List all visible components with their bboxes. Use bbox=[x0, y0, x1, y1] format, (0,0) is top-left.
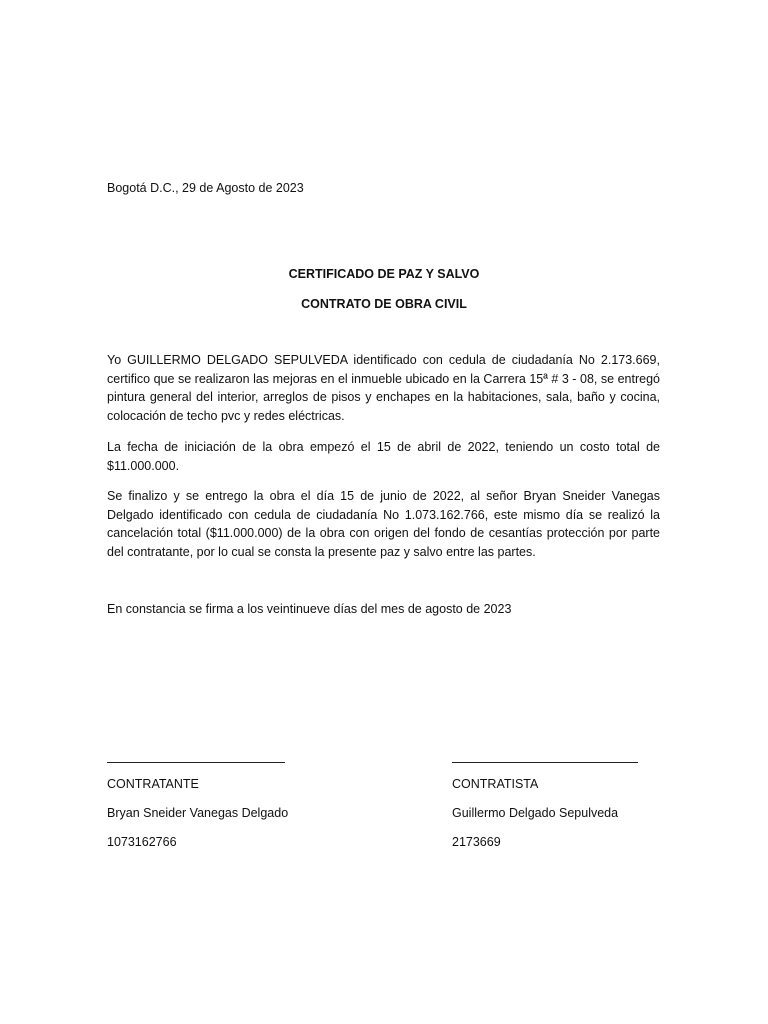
paragraph-start-date: La fecha de iniciación de la obra empezó el 15 de abril de 2022, teniendo un costo total de $11.000.000. bbox=[107, 440, 660, 473]
paragraph-certification: Yo GUILLERMO DELGADO SEPULVEDA identificado con cedula de ciudadanía No 2.173.669, certifico que se realizaron las mejoras en el inmueble ubicado en la Carrera 15ª # 3 - 08, se entregó pintura general del interior, arreglos de pisos y enchapes en la habitaciones, sala, baño y cocina, colocación de techo pvc y redes eléctricas. bbox=[107, 353, 660, 423]
signature-line-contratante bbox=[107, 762, 285, 763]
paragraph-completion: Se finalizo y se entrego la obra el día 15 de junio de 2022, al señor Bryan Sneider Vanegas Delgado identificado con cedula de ciudadanía No 1.073.162.766, este mismo día se realizó la cancelación total ($11.000.000) de la obra con origen del fondo de cesantías protección por parte del contratante, por lo cual se consta la presente paz y salvo entre las partes. bbox=[107, 489, 660, 559]
document-subtitle: CONTRATO DE OBRA CIVIL bbox=[301, 297, 467, 311]
signature-role-contratista: CONTRATISTA bbox=[452, 777, 539, 791]
signature-id-contratista: 2173669 bbox=[452, 835, 501, 849]
signature-line-contratista bbox=[452, 762, 638, 763]
signature-name-contratante: Bryan Sneider Vanegas Delgado bbox=[107, 806, 289, 820]
signature-id-contratante: 1073162766 bbox=[107, 835, 177, 849]
signature-role-contratante: CONTRATANTE bbox=[107, 777, 199, 791]
document-title: CERTIFICADO DE PAZ Y SALVO bbox=[288, 267, 480, 281]
paragraph-closing: En constancia se firma a los veintinueve días del mes de agosto de 2023 bbox=[107, 602, 512, 616]
signature-name-contratista: Guillermo Delgado Sepulveda bbox=[452, 806, 619, 820]
place-date: Bogotá D.C., 29 de Agosto de 2023 bbox=[107, 181, 304, 195]
